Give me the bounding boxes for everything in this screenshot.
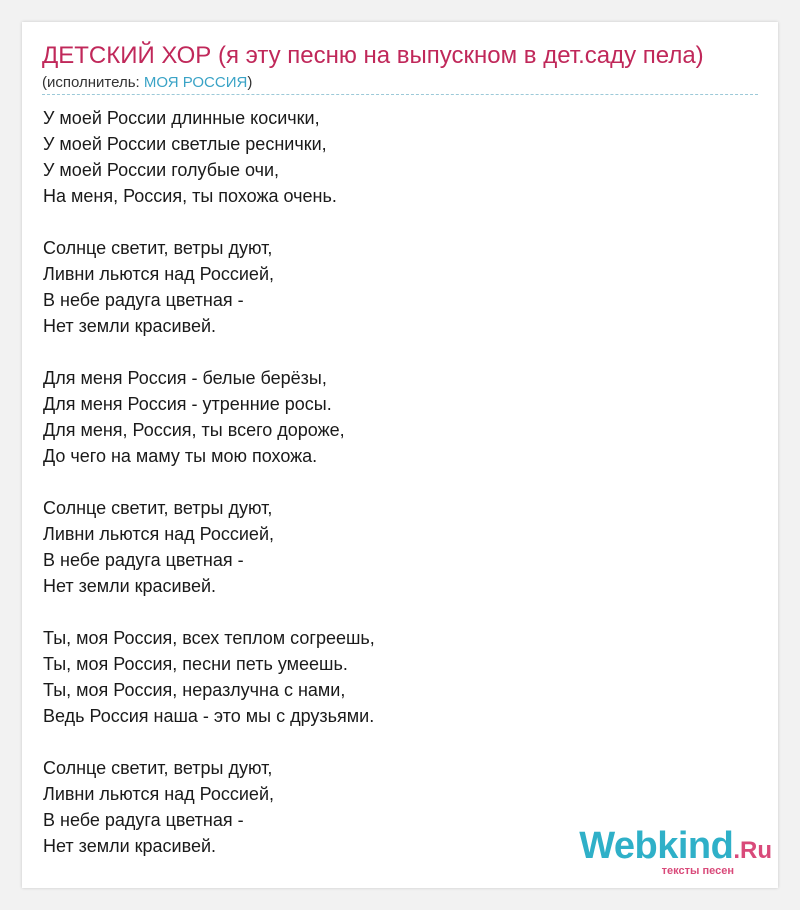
song-title: ДЕТСКИЙ ХОР (я эту песню на выпускном в дет.саду пела) bbox=[42, 42, 704, 69]
lyrics-page bbox=[22, 22, 778, 888]
performer-link[interactable]: МОЯ РОССИЯ bbox=[143, 74, 248, 91]
performer-suffix: ) bbox=[247, 74, 253, 91]
lyric-line: У моей России светлые реснички, bbox=[43, 134, 327, 154]
lyric-line: Для меня Россия - белые берёзы, bbox=[43, 368, 327, 388]
stanza-gap bbox=[43, 469, 375, 495]
lyric-line: В небе радуга цветная - bbox=[43, 290, 244, 310]
lyric-line: Ты, моя Россия, неразлучна с нами, bbox=[43, 680, 346, 700]
logo-subtitle: тексты песен bbox=[661, 865, 734, 877]
lyric-line: Солнце светит, ветры дуют, bbox=[43, 498, 273, 518]
logo-tld: .Ru bbox=[733, 837, 772, 864]
stanza-gap bbox=[43, 339, 375, 365]
lyric-line: Нет земли красивей. bbox=[43, 836, 217, 856]
stanza-gap bbox=[43, 209, 375, 235]
lyric-line: В небе радуга цветная - bbox=[43, 550, 244, 570]
performer-prefix: (исполнитель: bbox=[42, 74, 144, 91]
lyric-line: Солнце светит, ветры дуют, bbox=[43, 238, 273, 258]
logo-word: Webkind bbox=[579, 825, 734, 867]
lyric-line: Нет земли красивей. bbox=[43, 316, 217, 336]
lyric-line: Солнце светит, ветры дуют, bbox=[43, 758, 273, 778]
lyric-line: У моей России голубые очи, bbox=[43, 160, 280, 180]
lyric-line: На меня, Россия, ты похожа очень. bbox=[43, 186, 337, 206]
lyrics-text bbox=[43, 105, 375, 859]
lyric-line: В небе радуга цветная - bbox=[43, 810, 244, 830]
lyric-line: Ливни льются над Россией, bbox=[43, 524, 275, 544]
lyric-line: Нет земли красивей. bbox=[43, 576, 217, 596]
lyric-line: Ливни льются над Россией, bbox=[43, 784, 275, 804]
lyric-line: Ты, моя Россия, песни петь умеешь. bbox=[43, 654, 348, 674]
lyric-line: Ливни льются над Россией, bbox=[43, 264, 275, 284]
stanza-gap bbox=[43, 599, 375, 625]
stanza-gap bbox=[43, 729, 375, 755]
header-divider bbox=[42, 94, 758, 95]
lyric-line: Для меня Россия - утренние росы. bbox=[43, 394, 332, 414]
lyric-line: Ты, моя Россия, всех теплом согреешь, bbox=[43, 628, 375, 648]
lyric-line: До чего на маму ты мою похожа. bbox=[43, 446, 318, 466]
performer-line bbox=[42, 74, 252, 92]
lyric-line: У моей России длинные косички, bbox=[43, 108, 320, 128]
lyric-line: Для меня, Россия, ты всего дороже, bbox=[43, 420, 345, 440]
lyric-line: Ведь Россия наша - это мы с друзьями. bbox=[43, 706, 375, 726]
site-logo bbox=[572, 826, 772, 884]
